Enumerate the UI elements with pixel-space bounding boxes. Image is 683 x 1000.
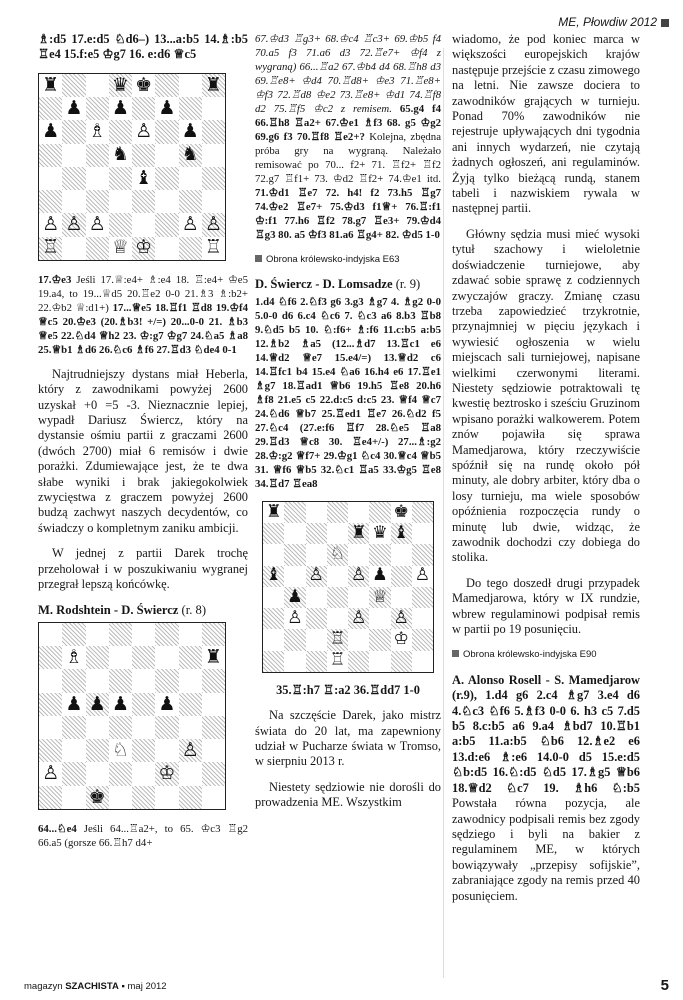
chess-piece: ♙: [181, 739, 199, 762]
board-square: [86, 97, 109, 120]
board-square: [412, 608, 433, 629]
board-square: [348, 651, 369, 672]
board-square: [132, 786, 155, 809]
board-square: [109, 213, 132, 236]
board-square: [179, 669, 202, 692]
board-square: [202, 623, 225, 646]
board-square: [369, 544, 390, 565]
paragraph: Najtrudniejszy dystans miał Heberla, który z zawodnikami powyżej 2600 uzyskał +0 =5 -3. Nieznacznie lepiej, wypadł Dariusz Świercz, który na dystansie ośmiu partii z graczami 2600 (dwóch 2700) miał 6 remisów i dwie porażki. Zdumiewające jest, że te dwa słabe wyniki i brak jakiegokolwiek zwycięstwa z graczem powyżej 2600 budzą zachwyt naszych decydentów, co świadczy o kompletnym zaniku ambicji.: [38, 366, 248, 535]
game-notation: 1.d4 ♘f6 2.♘f3 g6 3.g3 ♗g7 4. ♗g2 0-0 5.0-0 d6 6.c4 ♘c6 7. ♘c3 a6 8.b3 ♖b8 9.♘d5 b5 10. ♘:f6+ ♗:f6 11.c:b5 a:b5 12.♗b2 ♗a5 (12...♗d7 13.♖c1 e6 14.♕d2 ♕e7 15.e4/=) 13.♕d2 c6 14.♖fc1 b4 15.e4 ♘a6 16.h4 e6 17.♖e1 ♗g7 18.♖ad1 ♕b6 19.h5 ♖e8 20.h6 ♗f8 21.e5 c5 22.d:c5 d:c5 23. ♕f4 ♕c7 24.♘d6 ♕b7 25.♖ed1 ♖e7 26.♘d2 f5 27.♘c4 (27.e:f6 ♖f7 28.♘e5 ♖a8 29.♖d3 ♕c8 30. ♖e4+/-) 27...♗:g2 28.♔:g2 ♕f7+ 29.♔g1 ♘c4 30.♕c4 ♕b5 31. ♕f6 ♕b5 32.♘c1 ♖a5 33.♔g5 ♖e8 34.♖d7 ♖ea8: [255, 295, 441, 490]
chess-piece: ♖: [329, 629, 346, 649]
board-square: [109, 623, 132, 646]
board-square: [62, 237, 85, 260]
paragraph: wiadomo, że pod koniec marca w większości europejskich krajów następuje przejście z czasu zimowego na letni. Nie zawsze dociera to zawodników grających w turnieju. Ponad 70% zawodników nie rejestruje upływających dni tygodnia ani innych wydarzeń, nie czytają żadnych ogłoszeń, ani regulaminów. Żyją tylko bieżącą rundą, stanem tabeli i nazwiskiem rywala w następnej partii.: [452, 32, 640, 216]
board-square: [263, 629, 284, 650]
chess-piece: ♟: [158, 96, 176, 119]
board-square: [109, 167, 132, 190]
board-square: [202, 716, 225, 739]
board-square: [202, 693, 225, 716]
board-square: [412, 651, 433, 672]
chess-piece: ♟: [111, 96, 129, 119]
board-square: [39, 646, 62, 669]
board-square: [62, 74, 85, 97]
board-square: [263, 587, 284, 608]
board-square: [132, 669, 155, 692]
board-square: [86, 144, 109, 167]
chess-piece: ♙: [350, 607, 367, 628]
game-notation: 35.♖:h7 ♖:a2 36.♖dd7 1-0: [276, 682, 420, 697]
board-square: [179, 693, 202, 716]
chess-piece: ♟: [111, 692, 129, 715]
board-square: [39, 167, 62, 190]
opening-label: Obrona królewsko-indyjska E90: [452, 647, 640, 662]
board-square: [132, 213, 155, 236]
paragraph: Na szczęście Darek, jako mistrz świata do 20 lat, ma zapewniony udział w Pucharze świata w Tromso, w sierpniu 2013 r.: [255, 708, 441, 769]
board-square: [179, 762, 202, 785]
chess-piece: ♙: [42, 762, 60, 785]
board-square: [284, 502, 305, 523]
chess-piece: ♙: [181, 213, 199, 236]
board-square: [62, 190, 85, 213]
board-square: [202, 144, 225, 167]
chess-piece: ♖: [42, 236, 60, 259]
board-square: [306, 502, 327, 523]
board-square: [369, 608, 390, 629]
chess-piece: ♟: [287, 586, 303, 607]
chess-piece: ♜: [42, 73, 60, 96]
running-header: ME, Płowdiw 2012: [558, 15, 669, 29]
chess-piece: ♟: [181, 120, 199, 143]
board-square: [155, 646, 178, 669]
board-square: [155, 669, 178, 692]
column-2: [255, 32, 441, 821]
board-square: [327, 587, 348, 608]
board-square: [179, 786, 202, 809]
chess-piece: ♔: [135, 236, 153, 259]
board-square: [263, 651, 284, 672]
board-square: [348, 502, 369, 523]
chess-piece: ♜: [204, 73, 222, 96]
board-square: [39, 669, 62, 692]
column-1: [38, 32, 248, 860]
board-square: [62, 144, 85, 167]
board-square: [391, 544, 412, 565]
board-square: [155, 120, 178, 143]
board-square: [155, 237, 178, 260]
chess-piece: ♝: [135, 166, 153, 189]
board-square: [109, 786, 132, 809]
chess-piece: ♙: [393, 607, 409, 628]
column-3: [452, 32, 640, 914]
chess-piece: ♚: [393, 501, 409, 522]
board-square: [39, 739, 62, 762]
board-square: [202, 97, 225, 120]
board-square: [202, 739, 225, 762]
board-square: [348, 587, 369, 608]
board-square: [155, 190, 178, 213]
board-square: [179, 237, 202, 260]
board-square: [39, 144, 62, 167]
paragraph: Główny sędzia musi mieć wysoki tytuł szachowy i wieloletnie doświadczenie turniejowe, aby zdawać sobie sprawę z codziennych zwyczajów graczy. Zmianę czasu trzeba zapowiedzieć trzykrotnie, przynajmniej w pięciu językach i wywiesić ogłoszenia w wielu miejscach sali turniejowej, napisane wielkimi czerwonymi literami. Niestety sędziowie potraktowali tę kwestię beztrosko i sześciu Gruzinom wpisano porażki walkowerem. Potem znów pojawiła się sprawa Mamedjarowa, który rzeczywiście spóźnił się na rundę około pół minuty, ale dobry arbiter, który dba o losy turnieju, ma wiele sposobów opóźnienia rozpoczęcia rundy o minutę lub dwie, widząc, że zawodnik dochodzi czy dobiega do stolika.: [452, 226, 640, 565]
board-square: [62, 669, 85, 692]
chess-piece: ♟: [65, 692, 83, 715]
board-square: [155, 74, 178, 97]
board-square: [202, 762, 225, 785]
board-square: [62, 623, 85, 646]
board-square: [109, 120, 132, 143]
board-square: [263, 544, 284, 565]
chess-piece: ♛: [372, 522, 388, 543]
board-square: [109, 716, 132, 739]
chess-piece: ♝: [393, 522, 409, 543]
chess-piece: ♔: [158, 762, 176, 785]
board-square: [412, 502, 433, 523]
board-square: [179, 97, 202, 120]
chess-piece: ♙: [287, 607, 303, 628]
paragraph: Niestety sędziowie nie dorośli do prowadzenia ME. Wszystkim: [255, 779, 441, 810]
board-square: [86, 646, 109, 669]
chess-piece: ♜: [350, 522, 367, 543]
board-square: [179, 74, 202, 97]
board-square: [284, 629, 305, 650]
board-square: [306, 629, 327, 650]
board-square: [62, 786, 85, 809]
board-square: [39, 623, 62, 646]
board-square: [39, 190, 62, 213]
board-square: [284, 566, 305, 587]
board-square: [109, 190, 132, 213]
chess-piece: ♙: [308, 565, 324, 586]
board-square: [62, 716, 85, 739]
board-square: [132, 97, 155, 120]
chess-piece: ♙: [88, 213, 106, 236]
board-square: [284, 523, 305, 544]
board-square: [284, 651, 305, 672]
board-square: [391, 587, 412, 608]
board-square: [412, 587, 433, 608]
chess-piece: ♕: [372, 586, 388, 607]
board-square: [39, 786, 62, 809]
board-square: [86, 739, 109, 762]
board-square: [62, 120, 85, 143]
chess-piece: ♞: [111, 143, 129, 166]
board-square: [306, 544, 327, 565]
chess-piece: ♛: [111, 73, 129, 96]
opening-label: Obrona królewsko-indyjska E63: [255, 252, 441, 267]
board-square: [348, 629, 369, 650]
game-notation: 64...♘e4 Jeśli 64...♖a2+, to 65. ♔c3 ♖g2 66.a5 (gorsze 66.♖h7 d4+: [38, 822, 248, 849]
board-square: [39, 97, 62, 120]
board-square: [412, 544, 433, 565]
chess-board-3: [262, 501, 434, 673]
chess-piece: ♙: [414, 565, 431, 586]
board-square: [132, 739, 155, 762]
board-square: [86, 762, 109, 785]
board-square: [109, 762, 132, 785]
board-square: [327, 523, 348, 544]
chess-piece: ♕: [111, 236, 129, 259]
board-square: [369, 629, 390, 650]
board-square: [132, 144, 155, 167]
board-square: [306, 523, 327, 544]
board-square: [179, 623, 202, 646]
board-square: [155, 167, 178, 190]
board-square: [348, 544, 369, 565]
board-square: [62, 739, 85, 762]
board-square: [62, 762, 85, 785]
chess-piece: ♙: [135, 120, 153, 143]
board-square: [327, 608, 348, 629]
board-square: [327, 502, 348, 523]
chess-piece: ♞: [181, 143, 199, 166]
chess-piece: ♙: [350, 565, 367, 586]
game-heading: M. Rodshtein - D. Świercz (r. 8): [38, 602, 207, 617]
board-square: [306, 608, 327, 629]
chess-piece: ♖: [204, 236, 222, 259]
chess-piece: ♜: [204, 646, 222, 669]
page-number: 5: [660, 977, 669, 994]
paragraph: W jednej z partii Darek trochę przeholował i w poszukiwaniu wygranej przegrał lepszą końcówkę.: [38, 546, 248, 592]
chess-board-1: [38, 73, 226, 261]
board-square: [202, 669, 225, 692]
board-square: [327, 566, 348, 587]
board-square: [155, 739, 178, 762]
game-heading: D. Świercz - D. Lomsadze (r. 9): [255, 277, 421, 292]
board-square: [109, 646, 132, 669]
board-square: [412, 629, 433, 650]
chess-piece: ♚: [135, 73, 153, 96]
chess-piece: ♔: [393, 629, 409, 649]
chess-piece: ♜: [265, 501, 282, 522]
chess-piece: ♟: [65, 96, 83, 119]
board-square: [39, 693, 62, 716]
game-notation: 17.♔e3 Jeśli 17.♕:e4+ ♗:e4 18. ♖:e4+ ♔e5 19.a4, to 19...♕d5 20.♖e2 0-0 21.♗3 ♗:b2+ 22.♔b2 ♕:d1+) 17...♕e5 18.♖f1 ♖d8 19.♔f4 ♕c5 20.♔e3 (20.♗b3! +/=) 20...0-0 21. ♗b3 ♕e5 22.♘d4 ♕h2 23. ♔:g7 ♔g7 24.♘a5 ♗a8 25.♕b1 ♗d6 26.♘c6 ♗f6 27.♖d3 ♘de4 0-1: [38, 273, 248, 356]
board-square: [132, 646, 155, 669]
board-square: [155, 716, 178, 739]
game-notation: A. Alonso Rosell - S. Mamedjarow (r.9), 1.d4 g6 2.c4 ♗g7 3.e4 d6 4.♘c3 ♘f6 5.♗f3 0-0 6. h3 c5 7.d5 b5 8.c:b5 a6 9.a4 ♗bd7 10.♖b1 a:b5 11.a:b5 ♘b6 12.♗e2 e6 13.d:e6 ♗:e6 14.0-0 d5 15.e:d5 ♘b:d5 16.♘:d5 ♘d5 17.♗g5 ♕b6 18.♕d2 ♘c7 19. ♗h6 ♘:b5 Powstała równa pozycja, ale zawodnicy podpisali remis bez zgody sędziego i byli na bakier z regulaminem ME, w których bowiązywały „przepisy sofijskie”, zabraniające zgody na remis przed 40 posunięciem.: [452, 672, 640, 903]
footer: magazyn SZACHISTA ▪ maj 2012: [24, 981, 167, 992]
board-square: [179, 167, 202, 190]
column-divider: [443, 48, 444, 978]
chess-piece: ♟: [372, 565, 388, 586]
board-square: [306, 587, 327, 608]
chess-piece: ♙: [204, 213, 222, 236]
game-notation: ♗:d5 17.e:d5 ♘d6–) 13...a:b5 14.♗:b5 ♖e4 15.f:e5 ♔g7 16. e:d6 ♕c5: [38, 32, 248, 62]
board-square: [306, 651, 327, 672]
board-square: [155, 213, 178, 236]
board-square: [109, 669, 132, 692]
chess-piece: ♙: [65, 213, 83, 236]
board-square: [155, 623, 178, 646]
chess-piece: ♖: [329, 650, 346, 671]
chess-piece: ♟: [158, 692, 176, 715]
game-notation: 67.♔d3 ♖g3+ 68.♔c4 ♖c3+ 69.♔b5 f4 70.a5 f3 71.a6 d3 72.♖e7+ ♔f4 z wygraną) 66...♖a2 67.♔b4 d4 68.♖h8 d3 69.♖e8+ ♔d4 70.♖d8+ ♔e3 71.♖e8+ ♔f3 72.♖d8 ♔e2 73.♖e8+ ♔d1 74.♖f8 d2 75.♖f5 ♔c2 z remisem. 65.g4 f4 66.♖h8 ♖a2+ 67.♔e1 ♗f3 68. g5 ♔g2 69.g6 f3 70.♖f8 ♖e2+? Kolejna, zbędna próba gry na wygraną. Należało remisować po 70... f2+ 71. ♖f2+ ♖f2 72.g7 ♖f1+ 73. ♔d2 ♖f2+ 74.♔e1 itd. 71.♔d1 ♖e7 72. h4! f2 73.h5 ♖g7 74.♔e2 ♖e7+ 75.♔d3 f1♕+ 76.♖:f1 ♔:f1 77.h6 ♖f2 78.g7 ♖e3+ 79.♔d4 ♖g3 80. a5 ♔f3 81.a6 ♖g4+ 82. ♔d5 1-0: [255, 33, 442, 241]
chess-piece: ♘: [111, 739, 129, 762]
chess-piece: ♝: [265, 565, 282, 586]
chess-piece: ♟: [88, 692, 106, 715]
board-square: [155, 786, 178, 809]
board-square: [263, 608, 284, 629]
board-square: [202, 167, 225, 190]
board-square: [86, 167, 109, 190]
chess-board-2: [38, 622, 226, 810]
board-square: [179, 646, 202, 669]
chess-piece: ♚: [88, 785, 106, 808]
board-square: [132, 693, 155, 716]
board-square: [132, 190, 155, 213]
board-square: [369, 502, 390, 523]
board-square: [62, 167, 85, 190]
chess-piece: ♗: [88, 120, 106, 143]
board-square: [155, 144, 178, 167]
board-square: [391, 566, 412, 587]
board-square: [86, 74, 109, 97]
board-square: [39, 716, 62, 739]
board-square: [263, 523, 284, 544]
board-square: [86, 669, 109, 692]
chess-piece: ♙: [42, 213, 60, 236]
board-square: [132, 623, 155, 646]
board-square: [369, 651, 390, 672]
board-square: [86, 716, 109, 739]
board-square: [179, 716, 202, 739]
board-square: [202, 120, 225, 143]
chess-piece: ♗: [65, 646, 83, 669]
paragraph: Do tego doszedł drugi przypadek Mamedjarowa, który w IX rundzie, wbrew regulaminowi podpisał remis w partii po 19 posunięciu.: [452, 575, 640, 637]
board-square: [132, 762, 155, 785]
chess-piece: ♟: [42, 120, 60, 143]
board-square: [284, 544, 305, 565]
board-square: [132, 716, 155, 739]
board-square: [86, 623, 109, 646]
board-square: [86, 190, 109, 213]
board-square: [86, 237, 109, 260]
board-square: [202, 786, 225, 809]
board-square: [179, 190, 202, 213]
chess-piece: ♘: [329, 544, 346, 564]
board-square: [391, 651, 412, 672]
board-square: [412, 523, 433, 544]
board-square: [202, 190, 225, 213]
